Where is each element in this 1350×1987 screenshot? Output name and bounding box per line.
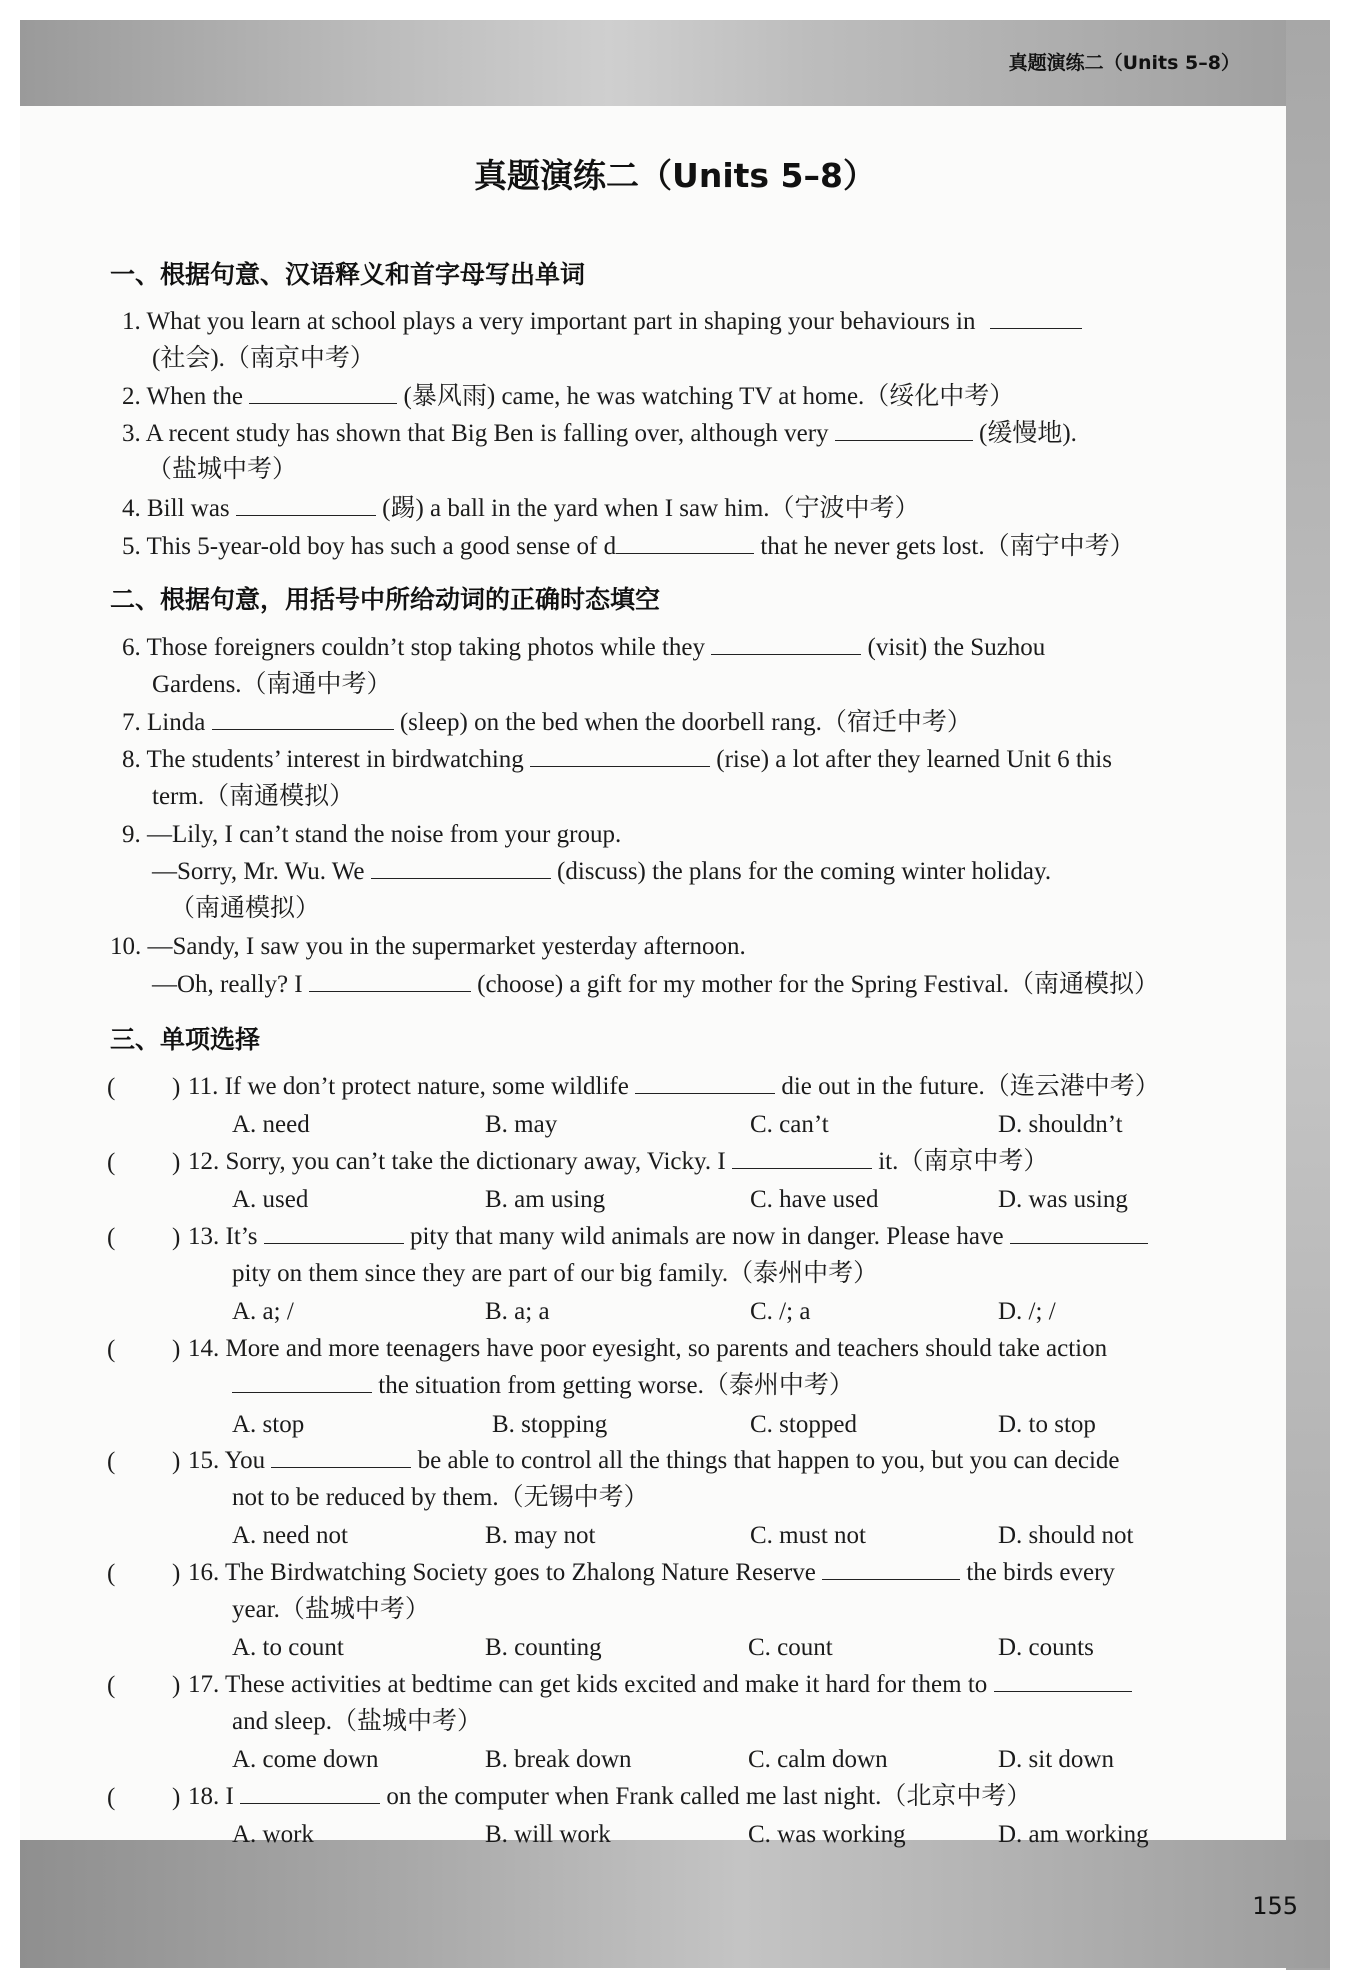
question-text: 16. The Birdwatching Society goes to Zhalong Nature Reserve [188,1559,816,1586]
question-15-cont: not to be reduced by them.（无锡中考） [232,1484,649,1511]
option-d[interactable]: D. was using [998,1186,1128,1213]
question-14: 14. More and more teenagers have poor eyesight, so parents and teachers should take action [188,1335,1108,1362]
answer-blank[interactable] [309,973,471,992]
question-9-cont: （南通模拟） [170,895,321,922]
question-text: —Sorry, Mr. Wu. We [152,858,365,885]
option-b[interactable]: B. stopping [492,1411,608,1438]
answer-blank [271,1449,411,1468]
answer-paren-open[interactable]: ( [107,1149,116,1176]
scan-shadow-right [1286,20,1330,1970]
question-text: (rise) a lot after they learned Unit 6 this [716,746,1112,773]
answer-blank[interactable] [236,497,376,516]
answer-paren-close: ) [172,1224,181,1251]
answer-blank [994,1673,1132,1692]
option-b[interactable]: B. counting [485,1634,602,1661]
question-text: 11. If we don’t protect nature, some wildlife [188,1073,629,1100]
question-17 [188,1672,1132,1697]
question-text: 5. This 5-year-old boy has such a good sense of d [122,533,617,560]
question-4 [122,496,920,521]
page-number: 155 [1252,1892,1298,1920]
option-c[interactable]: C. can’t [750,1111,829,1138]
answer-blank[interactable] [616,535,754,554]
option-a[interactable]: A. work [232,1821,314,1848]
option-a[interactable]: A. come down [232,1746,379,1773]
answer-paren-open[interactable]: ( [107,1224,116,1251]
question-text: 6. Those foreigners couldn’t stop taking photos while they [122,634,706,661]
question-8-cont: term.（南通模拟） [152,783,355,810]
question-text: (踢) a ball in the yard when I saw him.（宁波中考） [382,495,920,522]
answer-paren-close: ) [172,1560,181,1587]
question-18 [188,1784,1031,1809]
option-c[interactable]: C. count [748,1634,833,1661]
question-text: 12. Sorry, you can’t take the dictionary away, Vicky. I [188,1148,726,1175]
option-a[interactable]: A. need not [232,1522,348,1549]
question-text: (choose) a gift for my mother for the Spring Festival.（南通模拟） [477,971,1159,998]
scan-shadow-bottom [20,1840,1330,1968]
option-c[interactable]: C. calm down [748,1746,888,1773]
question-15 [188,1448,1120,1473]
option-d[interactable]: D. to stop [998,1411,1096,1438]
question-text: 18. I [188,1783,234,1810]
option-b[interactable]: B. break down [485,1746,632,1773]
question-text: that he never gets lost.（南宁中考） [760,533,1135,560]
question-8 [122,747,1112,772]
answer-blank [232,1374,372,1393]
answer-paren-close: ) [172,1448,181,1475]
option-a[interactable]: A. to count [232,1634,344,1661]
option-c[interactable]: C. must not [750,1522,866,1549]
question-text: 7. Linda [122,709,206,736]
question-text: 4. Bill was [122,495,230,522]
question-1-cont: (社会).（南京中考） [152,345,375,372]
question-13-cont: pity on them since they are part of our big family.（泰州中考） [232,1260,879,1287]
answer-blank[interactable] [711,636,861,655]
question-text: (暴风雨) came, he was watching TV at home.（绥化中考） [403,383,1015,410]
option-c[interactable]: C. was working [748,1821,906,1848]
question-11 [188,1074,1160,1099]
option-c[interactable]: C. have used [750,1186,879,1213]
answer-blank [732,1150,872,1169]
answer-blank [264,1225,404,1244]
option-b[interactable]: B. may [485,1111,558,1138]
option-d[interactable]: D. /; / [998,1298,1056,1325]
question-text: 3. A recent study has shown that Big Ben is falling over, although very [122,420,829,447]
question-17-cont: and sleep.（盐城中考） [232,1708,482,1735]
question-text: it.（南京中考） [878,1148,1049,1175]
question-text: pity that many wild animals are now in danger. Please have [409,1223,1004,1250]
option-d[interactable]: D. should not [998,1522,1134,1549]
option-c[interactable]: C. /; a [750,1298,811,1325]
answer-paren-close: ) [172,1672,181,1699]
answer-paren-close: ) [172,1336,181,1363]
question-text: 1. What you learn at school plays a very important part in shaping your behaviours in [122,308,976,335]
page-title: 真题演练二（Units 5–8） [474,156,876,195]
option-d[interactable]: D. am working [998,1821,1149,1848]
answer-blank[interactable] [371,860,551,879]
answer-paren-open[interactable]: ( [107,1784,116,1811]
option-a[interactable]: A. used [232,1186,309,1213]
option-d[interactable]: D. shouldn’t [998,1111,1123,1138]
question-10: 10. —Sandy, I saw you in the supermarket yesterday afternoon. [110,933,746,960]
answer-paren-close: ) [172,1149,181,1176]
question-text: (visit) the Suzhou [867,634,1046,661]
answer-blank[interactable] [212,711,394,730]
answer-paren-open[interactable]: ( [107,1074,116,1101]
question-12 [188,1149,1048,1174]
question-text: —Oh, really? I [152,971,303,998]
question-10-reply [152,972,1159,997]
answer-paren-close: ) [172,1784,181,1811]
option-a[interactable]: A. stop [232,1411,305,1438]
question-text: 17. These activities at bedtime can get kids excited and make it hard for them to [188,1671,988,1698]
answer-blank[interactable] [990,310,1082,329]
question-1 [122,309,1082,334]
answer-blank [1010,1225,1148,1244]
question-text: 15. You [188,1447,266,1474]
question-2 [122,384,1014,409]
answer-paren-open[interactable]: ( [107,1672,116,1699]
answer-blank[interactable] [530,748,710,767]
running-head: 真题演练二（Units 5–8） [1008,52,1240,74]
option-b[interactable]: B. will work [485,1821,611,1848]
question-9: 9. —Lily, I can’t stand the noise from your group. [122,821,622,848]
question-text: (缓慢地). [979,420,1077,447]
question-text: (discuss) the plans for the coming winter holiday. [557,858,1052,885]
option-a[interactable]: A. a; / [232,1298,294,1325]
answer-paren-open[interactable]: ( [107,1336,116,1363]
question-text: 8. The students’ interest in birdwatching [122,746,524,773]
answer-paren-open[interactable]: ( [107,1560,116,1587]
question-text: die out in the future.（连云港中考） [781,1073,1160,1100]
question-text: on the computer when Frank called me last night.（北京中考） [386,1783,1032,1810]
answer-paren-close: ) [172,1074,181,1101]
answer-blank [635,1075,775,1094]
question-13 [188,1224,1148,1249]
question-7 [122,710,972,735]
option-b[interactable]: B. am using [485,1186,606,1213]
answer-blank [240,1785,380,1804]
section-heading-1: 一、根据句意、汉语释义和首字母写出单词 [110,260,586,289]
question-16 [188,1560,1115,1585]
option-d[interactable]: D. counts [998,1634,1094,1661]
question-text: the birds every [966,1559,1115,1586]
option-b[interactable]: B. may not [485,1522,596,1549]
question-5 [122,534,1135,559]
option-d[interactable]: D. sit down [998,1746,1114,1773]
question-text: (sleep) on the bed when the doorbell rang.（宿迁中考） [399,709,972,736]
option-b[interactable]: B. a; a [485,1298,550,1325]
question-6 [122,635,1045,660]
question-text: 2. When the [122,383,244,410]
question-3-cont: （盐城中考） [147,456,298,483]
question-text: 13. It’s [188,1223,258,1250]
question-9-reply [152,859,1051,884]
question-14-cont [232,1373,854,1398]
question-3 [122,421,1077,446]
option-c[interactable]: C. stopped [750,1411,857,1438]
section-heading-2: 二、根据句意，用括号中所给动词的正确时态填空 [110,585,661,614]
question-16-cont: year.（盐城中考） [232,1596,430,1623]
section-heading-3: 三、单项选择 [110,1025,261,1054]
answer-blank[interactable] [835,422,973,441]
answer-paren-open[interactable]: ( [107,1448,116,1475]
question-text: the situation from getting worse.（泰州中考） [378,1372,854,1399]
answer-blank [822,1561,960,1580]
question-text: be able to control all the things that happen to you, but you can decide [417,1447,1120,1474]
answer-blank[interactable] [249,385,397,404]
option-a[interactable]: A. need [232,1111,310,1138]
question-6-cont: Gardens.（南通中考） [152,671,392,698]
